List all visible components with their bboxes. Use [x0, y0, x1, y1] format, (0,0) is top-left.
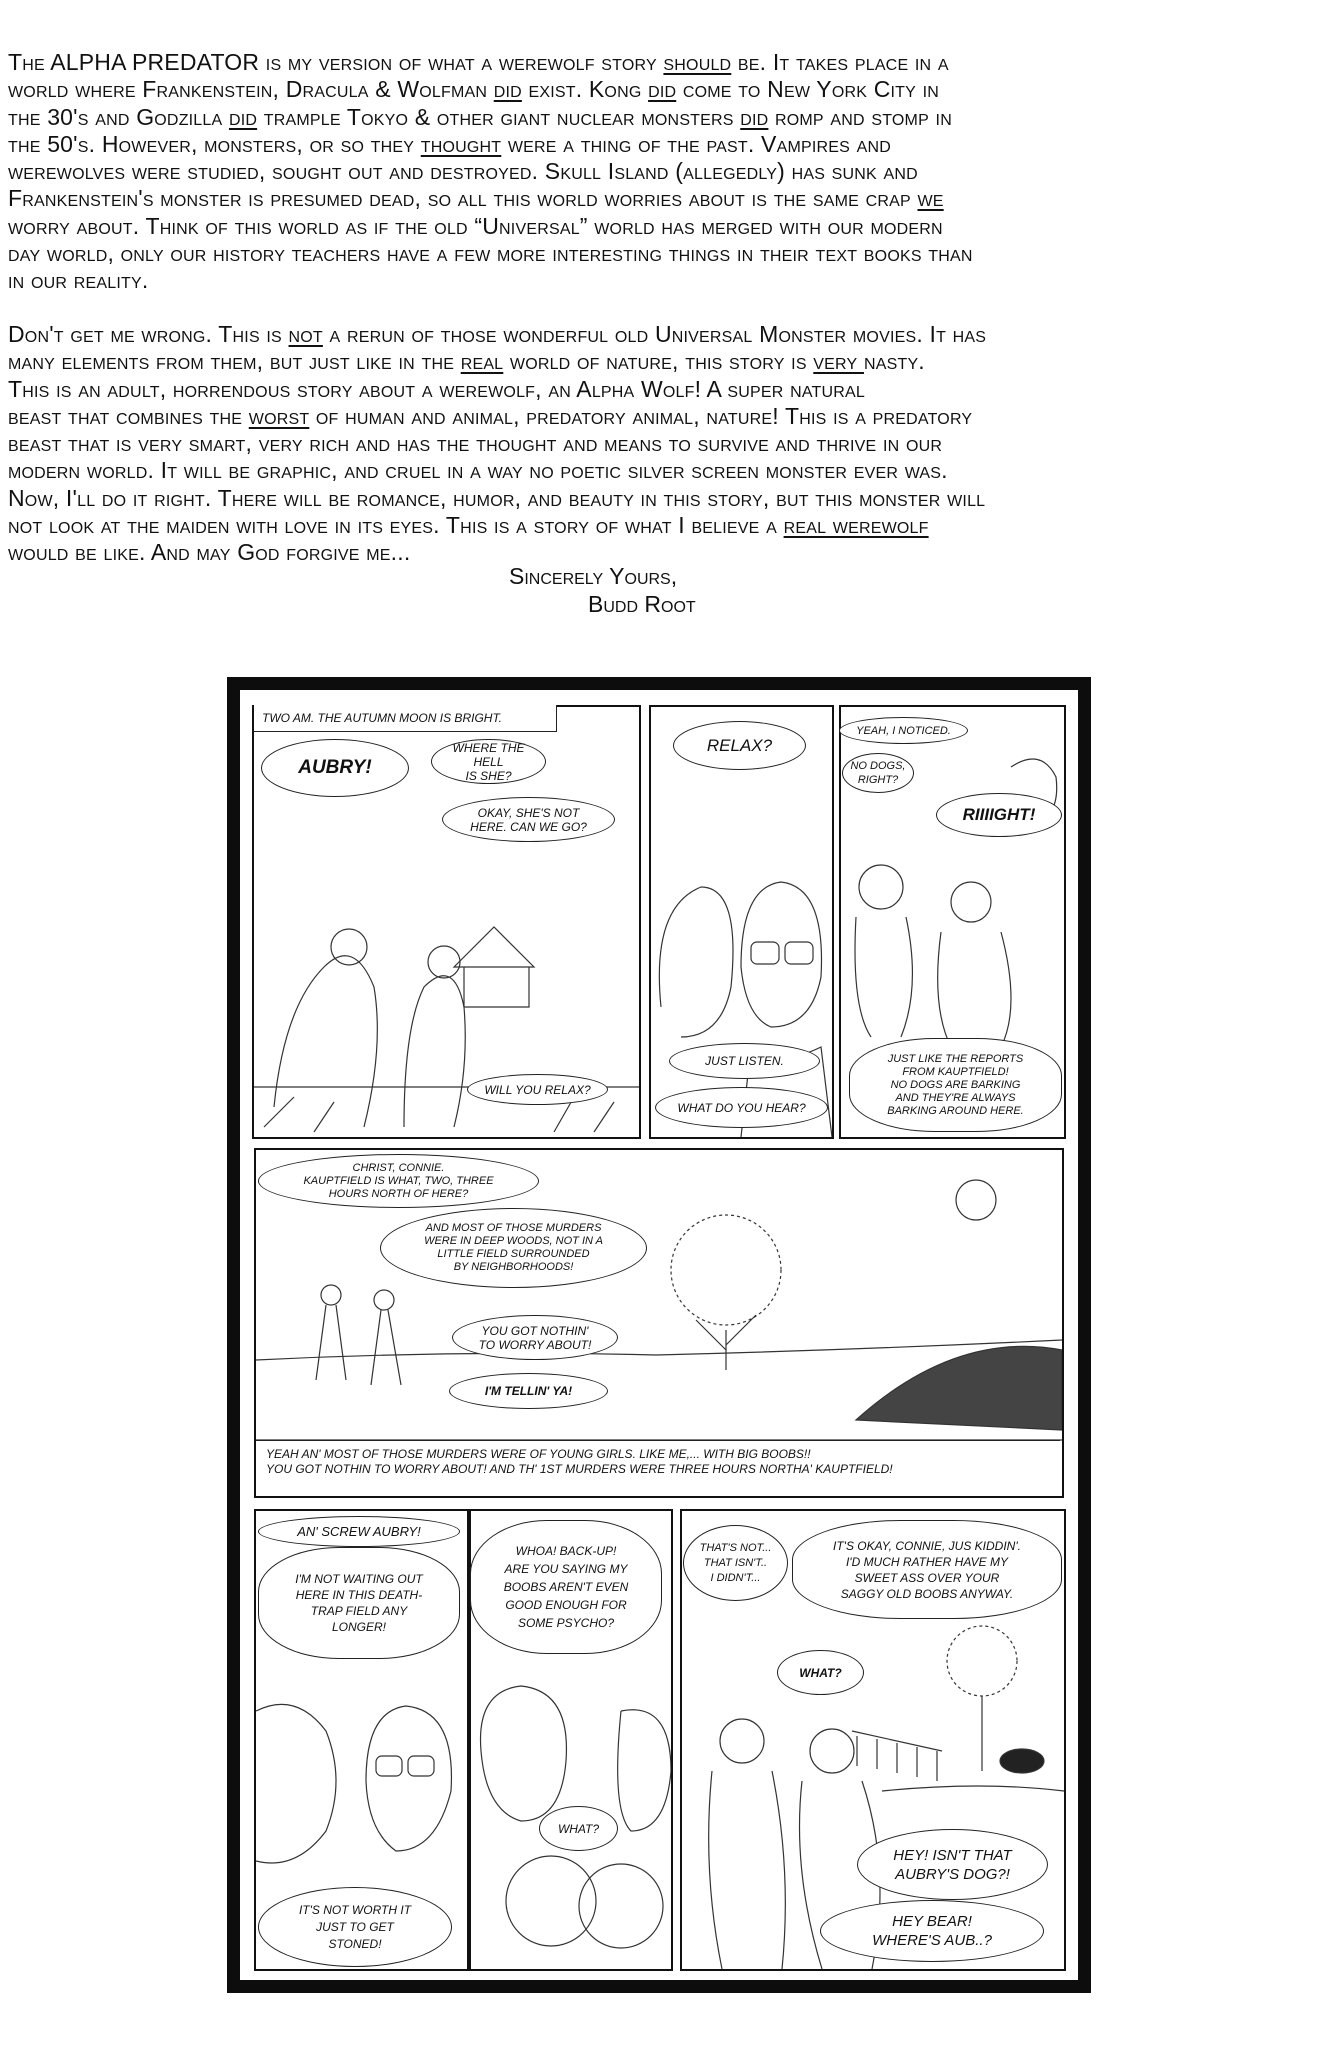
moon-icon	[956, 1180, 996, 1220]
emphasized-text: very	[813, 348, 864, 375]
text-segment: come to New York City in	[676, 76, 939, 103]
emphasized-text: not	[288, 321, 323, 347]
balloon-not-worth: IT'S NOT WORTH IT JUST TO GET STONED!	[258, 1887, 452, 1967]
text-segment: The ALPHA PREDATOR is my version of what a werewolf story	[8, 49, 664, 75]
text-segment: Don't get me wrong. This is	[8, 321, 289, 347]
balloon-relax: RELAX?	[673, 721, 806, 770]
balloon-where: WHERE THE HELL IS SHE?	[431, 739, 546, 784]
balloon-what-hear: WHAT DO YOU HEAR?	[655, 1087, 828, 1128]
text-segment: exist. Kong	[521, 76, 649, 103]
balloon-tellin: I'M TELLIN' YA!	[449, 1373, 608, 1409]
balloon-riiight: RIIIIGHT!	[936, 793, 1062, 837]
text-segment: This is an adult, horrendous story about a werewolf, an Alpha Wolf! A super natural	[8, 375, 866, 402]
emphasized-text: did	[493, 76, 522, 103]
letter-line	[8, 457, 1308, 484]
text-segment: trample Tokyo & other giant nuclear monsters	[257, 103, 741, 130]
balloon-christ: CHRIST, CONNIE. KAUPTFIELD IS WHAT, TWO, THREE HOURS NORTH OF HERE?	[258, 1154, 539, 1208]
balloon-hey-bear: HEY BEAR! WHERE'S AUB..?	[820, 1900, 1044, 1962]
dog-icon	[1000, 1749, 1044, 1773]
letter-line	[8, 321, 1308, 348]
emphasized-text: did	[648, 76, 677, 103]
balloon-what-b: WHAT?	[539, 1806, 618, 1851]
balloon-no-dogs: NO DOGS, RIGHT?	[842, 753, 914, 793]
text-segment: were a thing of the past. Vampires and	[501, 130, 891, 157]
text-segment: world where Frankenstein, Dracula & Wolfman	[8, 76, 494, 103]
text-segment: many elements from them, but just like in the	[8, 348, 461, 375]
text-segment: beast that combines the	[8, 402, 249, 429]
emphasized-text: thought	[420, 130, 502, 157]
text-segment: Frankenstein's monster is presumed dead, so all this world worries about is the same crap	[8, 185, 918, 212]
letter-line	[8, 403, 1308, 430]
letter-line	[8, 49, 1308, 76]
letter-closing: Sincerely Yours,	[509, 563, 678, 589]
caption-line-2: YOU GOT NOTHIN TO WORRY ABOUT! AND TH' 1ST MURDERS WERE THREE HOURS NORTHA' KAUPTFIELD!	[266, 1462, 893, 1476]
emphasized-text: should	[663, 49, 732, 75]
emphasized-text: worst	[248, 402, 310, 429]
balloon-okay-connie: IT'S OKAY, CONNIE, JUS KIDDIN'. I'D MUCH RATHER HAVE MY SWEET ASS OVER YOUR SAGGY OLD BOOBS ANYWAY.	[792, 1520, 1062, 1619]
letter-line	[8, 512, 1308, 539]
balloon-whoa: WHOA! BACK-UP! ARE YOU SAYING MY BOOBS AREN'T EVEN GOOD ENOUGH FOR SOME PSYCHO?	[470, 1520, 662, 1654]
letter-signature: Budd Root	[588, 591, 696, 617]
letter-line	[8, 76, 1308, 103]
caption-two-am: TWO AM. THE AUTUMN MOON IS BRIGHT.	[254, 705, 557, 732]
caption-young-girls	[256, 1440, 1060, 1494]
balloon-okay: OKAY, SHE'S NOT HERE. CAN WE GO?	[442, 797, 615, 842]
emphasized-text: real	[460, 348, 504, 375]
letter-line	[8, 185, 1308, 212]
letter-paragraph-2	[8, 321, 1308, 567]
text-segment: the 50's. However, monsters, or so they	[8, 130, 421, 157]
text-segment: nasty.	[863, 348, 925, 375]
text-segment: Now, I'll do it right. There will be romance, humor, and beauty in this story, but this monster will	[8, 484, 986, 511]
balloon-just-like: JUST LIKE THE REPORTS FROM KAUPTFIELD! NO DOGS ARE BARKING AND THEY'RE ALWAYS BARKING AROUND HERE.	[849, 1038, 1062, 1132]
letter-line	[8, 104, 1308, 131]
letter-line	[8, 267, 1308, 294]
text-segment: in our reality.	[8, 267, 149, 294]
caption-line-1: YEAH AN' MOST OF THOSE MURDERS WERE OF YOUNG GIRLS. LIKE ME,... WITH BIG BOOBS!!	[266, 1447, 811, 1461]
balloon-just-listen: JUST LISTEN.	[669, 1043, 820, 1079]
letter-line	[8, 376, 1308, 403]
text-segment: werewolves were studied, sought out and destroyed. Skull Island (allegedly) has sunk and	[8, 158, 918, 185]
balloon-will-relax: WILL YOU RELAX?	[467, 1074, 608, 1105]
balloon-hey-isnt: HEY! ISN'T THAT AUBRY'S DOG?!	[857, 1829, 1048, 1900]
emphasized-text: we	[917, 185, 944, 212]
balloon-screw-aubry: AN' SCREW AUBRY!	[258, 1516, 460, 1547]
text-segment: worry about. Think of this world as if the old “Universal” world has merged with our modern	[8, 212, 943, 239]
letter-paragraph-1	[8, 49, 1308, 295]
text-segment: not look at the maiden with love in its eyes. This is a story of what I believe a	[8, 512, 784, 539]
letter-line	[8, 213, 1308, 240]
balloon-what-c: WHAT?	[777, 1650, 864, 1695]
text-segment: a rerun of those wonderful old Universal Monster movies. It has	[322, 321, 987, 347]
text-segment: romp and stomp in	[768, 103, 952, 130]
balloon-you-got: YOU GOT NOTHIN' TO WORRY ABOUT!	[452, 1315, 618, 1360]
letter-line	[8, 348, 1308, 375]
balloon-thats-not: THAT'S NOT... THAT ISN'T.. I DIDN'T...	[683, 1525, 788, 1601]
balloon-and-most: AND MOST OF THOSE MURDERS WERE IN DEEP WOODS, NOT IN A LITTLE FIELD SURROUNDED BY NEIGHBORHOODS!	[380, 1208, 647, 1288]
text-segment: the 30's and Godzilla	[8, 103, 229, 130]
letter-line	[8, 485, 1308, 512]
text-segment: would be like. And may God forgive me...	[8, 539, 411, 566]
letter-line	[8, 430, 1308, 457]
text-segment: of human and animal, predatory animal, nature! This is a predatory	[309, 402, 973, 429]
letter-line	[8, 158, 1308, 185]
balloon-not-waiting: I'M NOT WAITING OUT HERE IN THIS DEATH- TRAP FIELD ANY LONGER!	[258, 1547, 460, 1659]
text-segment: modern world. It will be graphic, and cruel in a way no poetic silver screen monster ever was.	[8, 457, 948, 484]
emphasized-text: did	[228, 103, 258, 130]
text-segment: beast that is very smart, very rich and has the thought and means to survive and thrive in our	[8, 430, 943, 457]
balloon-aubry: AUBRY!	[261, 739, 409, 797]
text-segment: world of nature, this story is	[503, 348, 814, 375]
emphasized-text: real werewolf	[783, 512, 929, 539]
text-segment: day world, only our history teachers have a few more interesting things in their text books than	[8, 240, 973, 267]
balloon-yeah: YEAH, I NOTICED.	[839, 717, 968, 744]
text-segment: be. It takes place in a	[731, 49, 949, 75]
letter-line	[8, 131, 1308, 158]
emphasized-text: did	[740, 103, 769, 130]
letter-line	[8, 240, 1308, 267]
